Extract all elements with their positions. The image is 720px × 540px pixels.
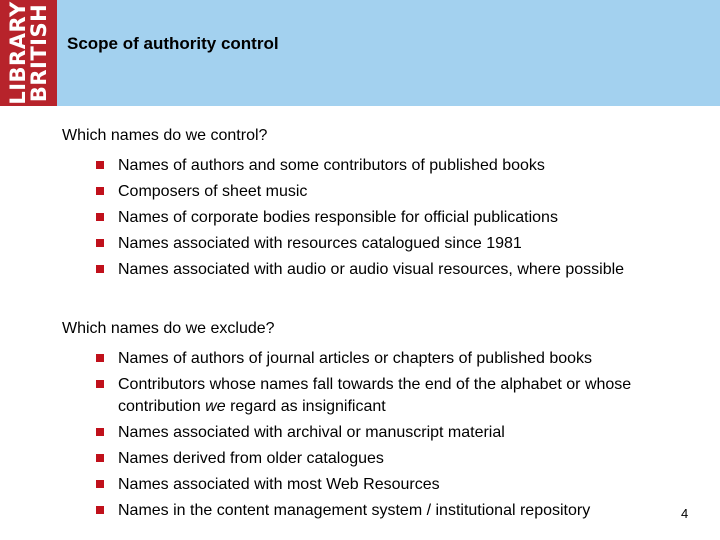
square-bullet-icon	[96, 187, 104, 195]
list-item	[96, 500, 671, 522]
square-bullet-icon	[96, 354, 104, 362]
list-item-emphasis: we	[205, 397, 226, 415]
section-heading-control: Which names do we control?	[62, 127, 268, 144]
list-item-text: Names associated with resources catalogued since 1981	[118, 234, 522, 252]
logo-line-library: BRITISH	[26, 3, 51, 103]
square-bullet-icon	[96, 454, 104, 462]
list-item	[96, 422, 671, 444]
page-number: 4	[681, 506, 689, 521]
list-item-text-end: regard as insignificant	[225, 397, 386, 415]
list-item	[96, 259, 628, 281]
list-item-text: Names of authors and some contributors of published books	[118, 157, 545, 174]
control-list	[96, 155, 671, 285]
british-library-logo	[0, 0, 57, 106]
list-item-text: Names associated with audio or audio visual resources, where possible	[118, 260, 625, 278]
square-bullet-icon	[96, 265, 104, 273]
list-item	[96, 181, 671, 203]
square-bullet-icon	[96, 506, 104, 514]
logo-text	[5, 1, 51, 105]
section-heading-exclude: Which names do we exclude?	[62, 320, 275, 337]
list-item	[96, 374, 673, 417]
slide-title: Scope of authority control	[67, 34, 279, 53]
logo-line-british: LIBRARY	[5, 1, 30, 105]
list-item	[96, 207, 671, 229]
list-item-text: Composers of sheet music	[118, 182, 308, 200]
list-item-text: Names derived from older catalogues	[118, 449, 384, 467]
list-item-text: Names associated with most Web Resources	[118, 475, 440, 493]
list-item-text: Names of corporate bodies responsible for official publications	[118, 208, 558, 226]
square-bullet-icon	[96, 428, 104, 436]
list-item	[96, 155, 671, 177]
list-item	[96, 474, 671, 496]
list-item	[96, 348, 671, 370]
square-bullet-icon	[96, 161, 104, 169]
list-item-text: Names associated with archival or manuscript material	[118, 423, 505, 441]
list-item-text: Names of authors of journal articles or chapters of published books	[118, 350, 593, 367]
square-bullet-icon	[96, 213, 104, 221]
list-item-text-start: Contributors whose names fall towards the end of the alphabet or whose contribution	[118, 375, 632, 415]
square-bullet-icon	[96, 380, 104, 388]
square-bullet-icon	[96, 239, 104, 247]
list-item	[96, 233, 671, 255]
exclude-list	[96, 348, 671, 526]
list-item	[96, 448, 671, 470]
list-item-text: Names in the content management system / institutional repository	[118, 501, 591, 519]
title-bar	[57, 0, 720, 106]
square-bullet-icon	[96, 480, 104, 488]
